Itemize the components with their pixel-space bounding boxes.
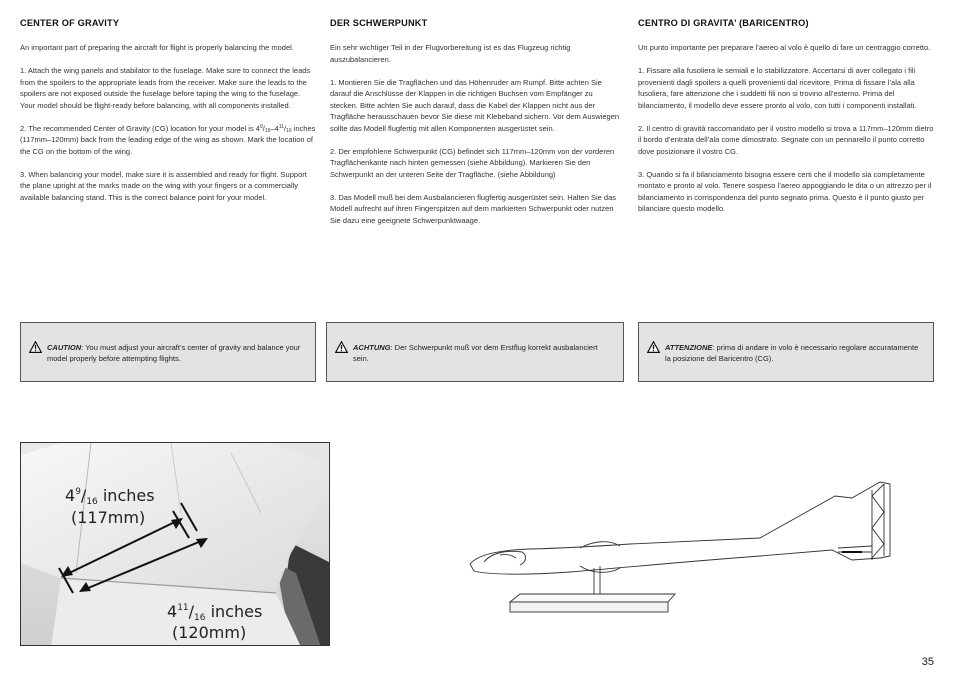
intro-italian: Un punto importante per preparare l’aereo al volo è quello di fare un centraggio corretto. xyxy=(638,43,931,52)
wing-cg-photo xyxy=(20,442,330,646)
step3-english: 3. When balancing your model, make sure it is assembled and ready for flight. Support the plane upright at the marks made on the wing with your fingers or a commercially available balancing stand. This is the correct balance point for your model. xyxy=(20,169,307,202)
caution-label-italian: ATTENZIONE xyxy=(665,343,713,352)
warning-triangle-icon xyxy=(29,341,42,353)
page-number: 35 xyxy=(921,656,934,668)
heading-german: DER SCHWERPUNKT xyxy=(330,18,428,28)
cg-label-117-mm: (117mm) xyxy=(71,508,146,527)
step3-italian: 3. Quando si fa il bilanciamento bisogna essere certi che il modello sia completamente montato e pronto al volo. Tenere sospeso l’aereo appoggiando le dita o un attrezzo per il bilanciamento in corrispondenza del punto segnato prima. Questo è il punto giusto per bilanciare questo modello. xyxy=(638,169,932,213)
glider-balance-stand-drawing xyxy=(460,476,900,616)
caution-label-german: ACHTUNG xyxy=(353,343,391,352)
caution-text-english: : You must adjust your aircraft’s center of gravity and balance your model properly before attempting flights. xyxy=(47,343,301,363)
caution-box-english xyxy=(20,322,316,382)
cg-label-120: $4^{11}/16$ inches xyxy=(167,602,263,623)
step1-german: 1. Montieren Sie die Tragflächen und das Höhenruder am Rumpf. Bitte achten Sie darauf die Anschlüsse der Klappen in die richtigen Buchsen vom Empfänger zu stecken. Bitte achten Sie auch darauf, dass die Kabel der Klappen nicht aus der Tragfläche herausschauen bevor Sie diese mit Klebeband sichern. Vor dem Auswiegen sollte das Modell flugfertig mit allen Komponenten ausgerüstet sein. xyxy=(330,77,620,133)
step1-english: 1. Attach the wing panels and stabilator to the fuselage. Make sure to connect the leads from the spoilers to the appropriate leads from the receiver. Make sure the leads to the spoilers are not exposed outside the fuselage before taping the wing to the fuselage. Your model should be flight-ready before balancing, with all components installed. xyxy=(20,66,311,110)
intro-german: Ein sehr wichtiger Teil in der Flugvorbereitung ist es das Flugzeug richtig auszubalancieren. xyxy=(330,43,571,64)
step2-english: 2. The recommended Center of Gravity (CG) location for your model is $4^9/_{16}-4^{11}/_{16}$ inches (117mm–120mm) back from the leading edge of the wing as shown. Mark the location of the CG on the bottom of the wing. xyxy=(20,123,316,156)
step1-italian: 1. Fissare alla fusoliera le semiali e lo stabilizzatore. Accertarsi di aver collegato i fili provenienti dagli spoilers a quelli provenienti dal ricevitore. Prima di fissare l’ala alla fusoliera, fare attenzione che i suddetti fili non si trovino all’esterno. Prima del bilanciamento, il modello deve essere pronto al volo, con tutti i componenti installati. xyxy=(638,66,917,110)
intro-english: An important part of preparing the aircraft for flight is properly balancing the model. xyxy=(20,43,294,52)
cg-label-120-mm: (120mm) xyxy=(172,623,247,642)
warning-triangle-icon xyxy=(335,341,348,353)
caution-box-italian xyxy=(638,322,934,382)
heading-italian: CENTRO DI GRAVITA’ (BARICENTRO) xyxy=(638,18,809,28)
step2-italian: 2. Il centro di gravità raccomandato per il vostro modello si trova a 117mm–120mm dietro il bordo d’entrata dell’ala come dimostrato. Segnate con un pennarello il punto corretto dove posizionare il vostro CG. xyxy=(638,123,934,156)
caution-box-german xyxy=(326,322,624,382)
column-german xyxy=(330,18,622,238)
step3-german: 3. Das Modell muß bei dem Ausbalancieren flugfertig ausgerüstet sein. Halten Sie das Modell aufrecht auf ihren Fingerspitzen auf dem markierten Schwerpunkt oder nutzen Sie dazu eine geeignete Schwerpunktwaage. xyxy=(330,192,616,225)
column-italian xyxy=(638,18,934,226)
caution-text-german: : Der Schwerpunkt muß vor dem Erstflug korrekt ausbalanciert sein. xyxy=(353,343,598,363)
caution-label-english: CAUTION xyxy=(47,343,82,352)
warning-triangle-icon xyxy=(647,341,660,353)
column-english xyxy=(20,18,316,215)
caution-text-italian: : prima di andare in volo è necessario regolare accuratamente la posizione del Baricentro (CG). xyxy=(665,343,919,363)
heading-english: CENTER OF GRAVITY xyxy=(20,18,120,28)
wing-cg-photo-drawing xyxy=(21,443,330,646)
cg-label-117: $4^9/16$ inches xyxy=(65,486,155,507)
step2-german: 2. Der empfohlene Schwerpunkt (CG) befindet sich 117mm–120mm von der vorderen Tragflächenkante nach hinten gemessen (siehe Abbildung). Markieren Sie den Schwerpunkt an der unteren Seite der Tragfläche. (siehe Abbildung) xyxy=(330,146,615,179)
